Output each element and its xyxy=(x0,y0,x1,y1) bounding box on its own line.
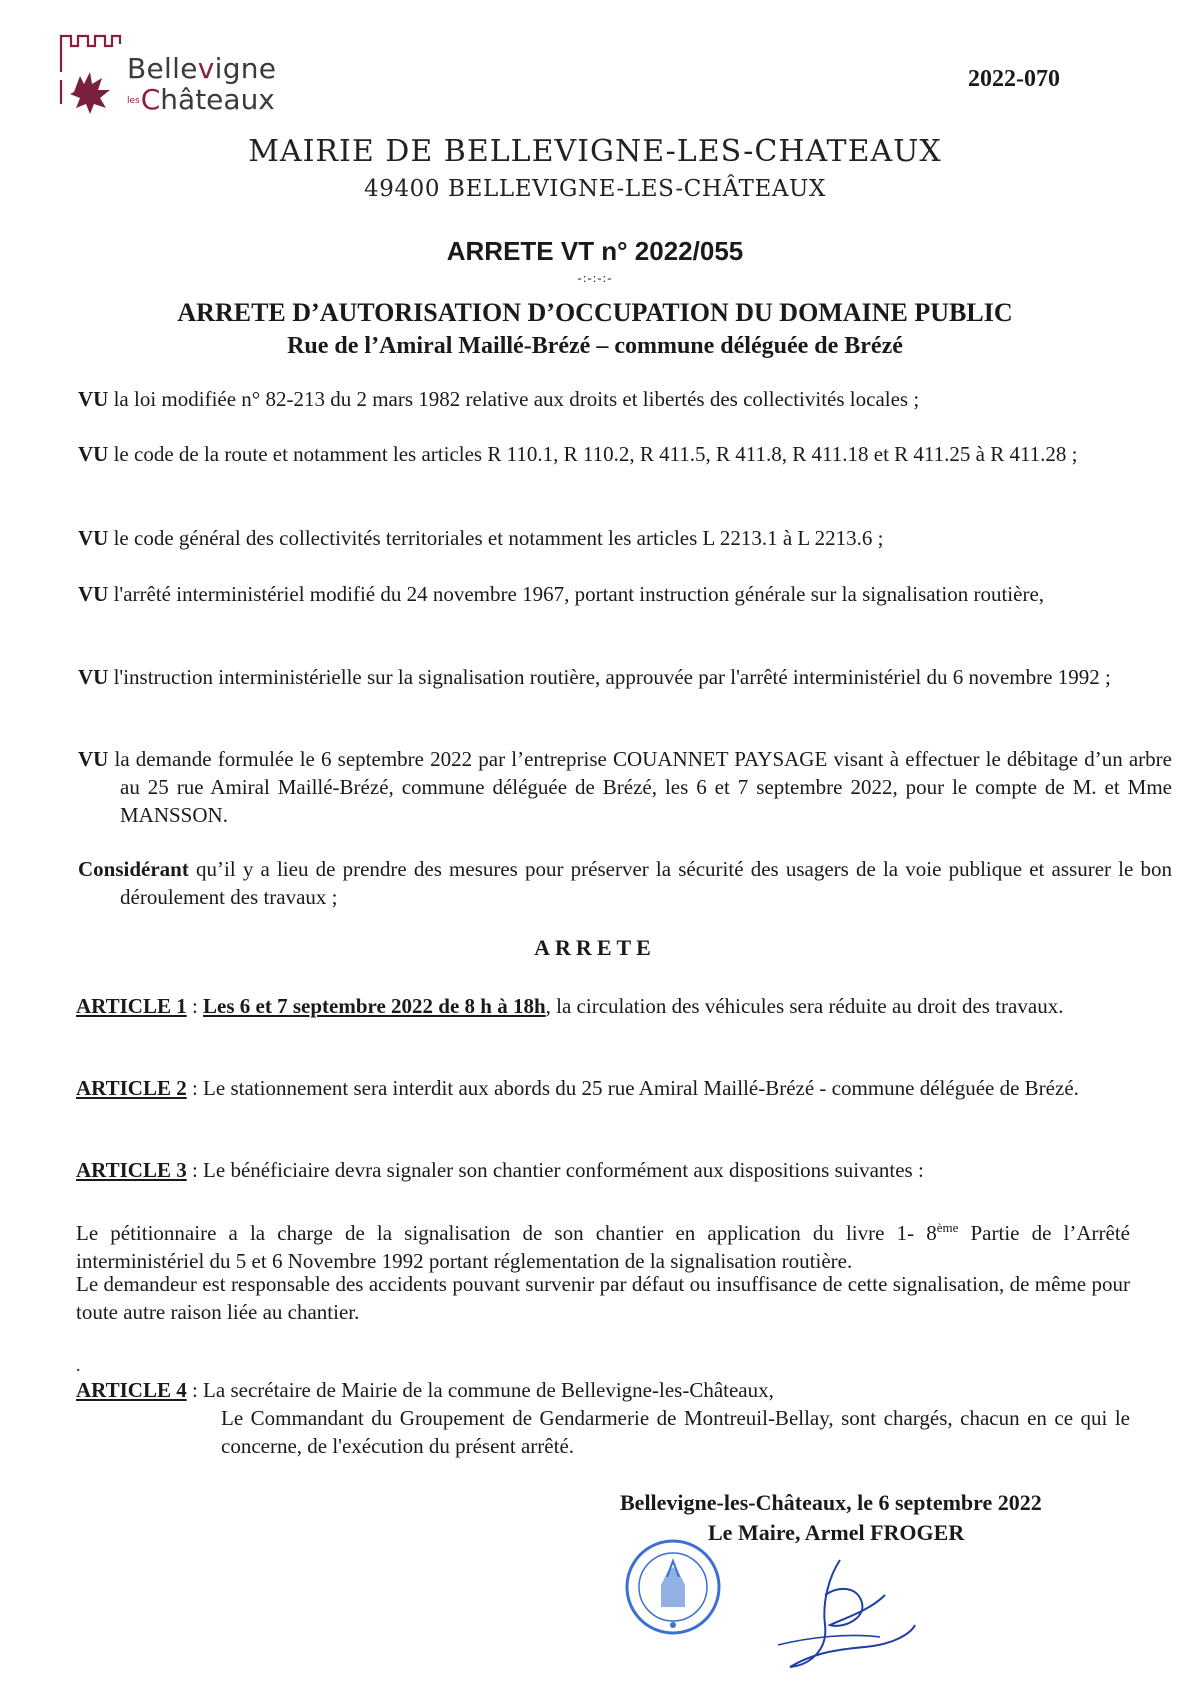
visa-6: VU la demande formulée le 6 septembre 2022 par l’entreprise COUANNET PAYSAGE visant à effectuer le débitage d’un arbre au 25 rue Amiral Maillé-Brézé, commune déléguée de Brézé, les 6 et 7 septembre 2022, pour le compte de M. et Mme MANSSON. xyxy=(78,747,1172,827)
article-3: ARTICLE 3 : Le bénéficiaire devra signaler son chantier conformément aux dispositions suivantes : xyxy=(76,1158,924,1182)
logo-line1: Bellevigne xyxy=(127,52,277,85)
signature-place-date: Bellevigne-les-Châteaux, le 6 septembre 2022 xyxy=(620,1490,1042,1515)
arrete-subheading: Rue de l’Amiral Maillé-Brézé – commune déléguée de Brézé xyxy=(287,333,903,359)
article-1: ARTICLE 1 : Les 6 et 7 septembre 2022 de 8 h à 18h, la circulation des véhicules sera réduite au droit des travaux. xyxy=(76,994,1064,1018)
document-number: 2022-070 xyxy=(968,66,1060,92)
stray-dot: . xyxy=(76,1355,81,1375)
mairie-address: 49400 BELLEVIGNE-LES-CHÂTEAUX xyxy=(363,176,827,202)
article-3-paragraph-2: Le demandeur est responsable des accidents pouvant survenir par défaut ou insuffisance de cette signalisation, de même pour toute autre raison liée au chantier. xyxy=(76,1272,1130,1324)
signature-signer: Le Maire, Armel FROGER xyxy=(708,1520,965,1545)
considerant: Considérant qu’il y a lieu de prendre des mesures pour préserver la sécurité des usagers de la voie publique et assurer le bon déroulement des travaux ; xyxy=(78,857,1172,909)
article-2: ARTICLE 2 : Le stationnement sera interdit aux abords du 25 rue Amiral Maillé-Brézé - commune déléguée de Brézé. xyxy=(76,1076,1079,1100)
visa-4: VU l'arrêté interministériel modifié du 24 novembre 1967, portant instruction générale sur la signalisation routière, xyxy=(78,582,1045,606)
article-4: ARTICLE 4 : La secrétaire de Mairie de la commune de Bellevigne-les-Châteaux, Le Commandant du Groupement de Gendarmerie de Montreuil-Bellay, sont chargés, chacun en ce qui le concerne, de l'exécution du présent arrêté. xyxy=(76,1378,1130,1458)
handwritten-signature xyxy=(770,1555,920,1675)
visa-1: VU la loi modifiée n° 82-213 du 2 mars 1982 relative aux droits et libertés des collectivités locales ; xyxy=(78,387,920,411)
arrete-number: ARRETE VT n° 2022/055 xyxy=(446,236,744,266)
visa-3: VU le code général des collectivités territoriales et notamment les articles L 2213.1 à L 2213.6 ; xyxy=(78,526,884,550)
visa-5: VU l'instruction interministérielle sur la signalisation routière, approuvée par l'arrêté interministériel du 6 novembre 1992 ; xyxy=(78,665,1111,689)
article-3-paragraph-1: Le pétitionnaire a la charge de la signalisation de son chantier en application du livre 1- 8ème Partie de l’Arrêté interministériel du 5 et 6 Novembre 1992 portant réglementation de la signalisation routière. xyxy=(76,1220,1130,1273)
separator: -:-:-:- xyxy=(577,270,613,285)
visa-2: VU le code de la route et notamment les articles R 110.1, R 110.2, R 411.5, R 411.8, R 411.18 et R 411.25 à R 411.28 ; xyxy=(78,442,1078,466)
town-seal-icon xyxy=(623,1537,723,1637)
vine-leaf-icon xyxy=(70,72,110,114)
mairie-title: MAIRIE DE BELLEVIGNE-LES-CHATEAUX xyxy=(248,134,942,169)
logo-line2: lesChâteaux xyxy=(127,83,275,116)
arrete-section-heading: ARRETE xyxy=(534,935,656,960)
arrete-heading: ARRETE D’AUTORISATION D’OCCUPATION DU DOMAINE PUBLIC xyxy=(177,298,1013,327)
